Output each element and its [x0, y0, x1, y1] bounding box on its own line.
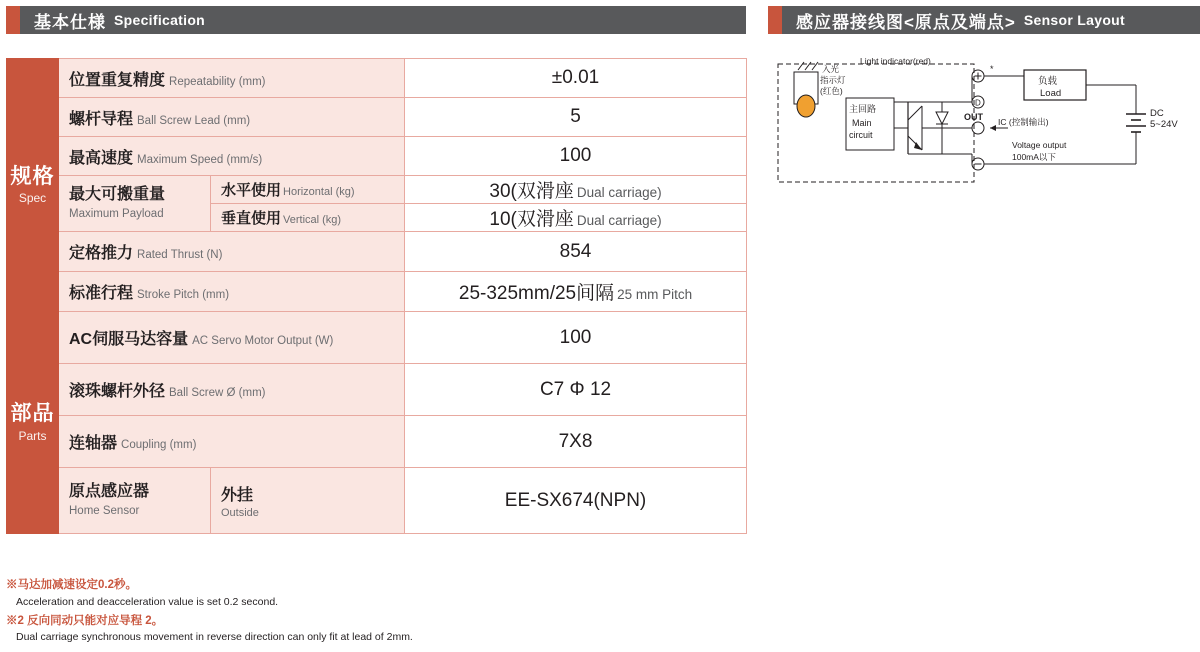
- voltage-output-label-en: Voltage output: [1012, 140, 1067, 150]
- row-sublabel-outside-en: Outside: [221, 507, 259, 519]
- table-row: [7, 98, 747, 137]
- row-label-coupling: [59, 416, 405, 468]
- row-label-maximum-speed-en: Maximum Speed (mm/s): [137, 153, 263, 166]
- sensor-wiring-diagram: [776, 54, 1200, 194]
- row-label-rated-thrust-cn: 定格推力: [69, 245, 134, 262]
- dc-supply-value: 5~24V: [1150, 119, 1178, 130]
- row-label-stroke-pitch: [59, 272, 405, 312]
- ic-arrow-icon: [990, 125, 996, 131]
- row-label-maximum-speed: [59, 137, 405, 176]
- light-ray-icon: [805, 62, 811, 70]
- row-label-ball-screw-lead: [59, 98, 405, 137]
- diode-symbol-icon: [936, 112, 948, 124]
- terminal-star-label: *: [990, 64, 994, 74]
- load-label-en: Load: [1040, 88, 1062, 99]
- load-label-cn: 负载: [1038, 76, 1058, 87]
- out-terminal-label: OUT: [964, 112, 983, 122]
- light-indicator-label-cn1: 入光: [822, 64, 840, 74]
- row-sublabel-vertical-cn: 垂直使用: [221, 210, 282, 227]
- sensor-body-dashed-box: [778, 64, 974, 182]
- row-label-repeatability: [59, 59, 405, 98]
- row-value-payload-vertical-note: Dual carriage): [576, 213, 662, 228]
- group-label-parts-cn: 部品: [10, 402, 55, 426]
- row-label-home-sensor-en: Home Sensor: [69, 505, 140, 518]
- spec-header-accent-bar: [6, 6, 20, 34]
- row-sublabel-horizontal: [211, 176, 405, 204]
- light-ray-icon: [798, 62, 804, 70]
- voltage-output-value: 100mA以下: [1012, 152, 1056, 162]
- row-value-stroke-pitch-main: 25-325mm/25间隔: [458, 283, 615, 304]
- table-row: [7, 364, 747, 416]
- dc-supply-label: DC: [1150, 108, 1164, 119]
- row-label-home-sensor: [59, 468, 211, 534]
- footnote-2-cn: ※2 反向同动只能对应导程 2。: [6, 614, 164, 627]
- row-label-ball-screw-lead-en: Ball Screw Lead (mm): [137, 114, 251, 127]
- ic-control-output-label: IC (控制输出): [998, 117, 1049, 127]
- main-circuit-label-cn: 主回路: [849, 104, 877, 114]
- table-row: [7, 137, 747, 176]
- row-value-repeatability: ±0.01: [405, 59, 747, 98]
- row-label-ac-servo-motor-output: [59, 312, 405, 364]
- group-cell-parts: [7, 312, 59, 534]
- row-value-ball-screw-diameter: C7 Φ 12: [405, 364, 747, 416]
- row-value-coupling: 7X8: [405, 416, 747, 468]
- group-label-spec-cn: 规格: [10, 164, 55, 188]
- row-label-home-sensor-cn: 原点感应器: [69, 483, 150, 501]
- spec-section-header: [6, 6, 746, 34]
- row-sublabel-outside-cn: 外挂: [221, 487, 254, 504]
- footnote-1-en: Acceleration and deacceleration value is set 0.2 second.: [16, 595, 279, 608]
- row-value-payload-vertical-main: 10(双滑座: [489, 209, 574, 230]
- sensor-header-title-en: Sensor Layout: [1023, 12, 1126, 28]
- row-label-repeatability-cn: 位置重复精度: [69, 71, 166, 89]
- light-indicator-label-cn2: 指示灯: [820, 75, 846, 85]
- row-sublabel-outside: [211, 468, 405, 534]
- specification-table: [6, 58, 747, 534]
- row-value-payload-vertical: [405, 204, 747, 232]
- footnotes: [6, 578, 746, 649]
- row-label-rated-thrust: [59, 232, 405, 272]
- row-label-maximum-payload: [59, 176, 211, 232]
- row-label-stroke-pitch-en: Stroke Pitch (mm): [137, 289, 230, 301]
- footnote-1-cn: ※马达加减速设定0.2秒。: [6, 579, 137, 591]
- row-label-maximum-payload-en: Maximum Payload: [69, 208, 164, 221]
- row-sublabel-horizontal-cn: 水平使用: [221, 182, 282, 199]
- sensor-header-title-cn: 感应器接线图<原点及端点>: [796, 12, 1016, 32]
- row-label-ball-screw-diameter-cn: 滚珠螺杆外径: [69, 383, 166, 400]
- row-value-stroke-pitch: [405, 272, 747, 312]
- row-value-ball-screw-lead: 5: [405, 98, 747, 137]
- table-row: [7, 312, 747, 364]
- spec-header-title-en: Specification: [114, 12, 206, 28]
- row-label-ball-screw-lead-cn: 螺杆导程: [69, 110, 134, 128]
- group-label-spec-en: Spec: [18, 191, 47, 206]
- row-value-rated-thrust: 854: [405, 232, 747, 272]
- main-circuit-label-en1: Main: [852, 118, 872, 128]
- sensor-wiring-diagram-svg: [776, 54, 1200, 194]
- row-value-payload-horizontal-main: 30(双滑座: [489, 181, 574, 202]
- spec-header-title-cn: 基本仕様: [34, 12, 106, 32]
- table-row: [7, 272, 747, 312]
- row-value-payload-horizontal-note: Dual carriage): [576, 185, 662, 200]
- row-value-maximum-speed: 100: [405, 137, 747, 176]
- row-value-home-sensor: EE-SX674(NPN): [405, 468, 747, 534]
- row-label-ac-servo-motor-output-en: AC Servo Motor Output (W): [192, 335, 334, 347]
- group-label-parts-en: Parts: [18, 428, 47, 443]
- row-label-maximum-payload-cn: 最大可搬重量: [69, 186, 166, 204]
- table-row: [7, 416, 747, 468]
- row-label-ball-screw-diameter-en: Ball Screw Ø (mm): [169, 387, 266, 399]
- row-label-ac-servo-motor-output-cn: AC伺服马达容量: [69, 331, 189, 348]
- row-sublabel-horizontal-en: Horizontal (kg): [283, 186, 355, 198]
- row-value-stroke-pitch-note: 25 mm Pitch: [617, 287, 693, 302]
- table-row: [7, 176, 747, 204]
- table-row: [7, 468, 747, 534]
- row-sublabel-vertical: [211, 204, 405, 232]
- footnote-2-en: Dual carriage synchronous movement in reverse direction can only fit at lead of 2mm.: [16, 631, 413, 644]
- light-indicator-label-cn3: (红色): [820, 86, 843, 96]
- sensor-section-header: [768, 6, 1200, 34]
- row-label-ball-screw-diameter: [59, 364, 405, 416]
- table-row: [7, 59, 747, 98]
- sensor-header-accent-bar: [768, 6, 782, 34]
- row-label-stroke-pitch-cn: 标准行程: [69, 285, 134, 302]
- row-label-repeatability-en: Repeatability (mm): [169, 75, 266, 88]
- row-label-rated-thrust-en: Rated Thrust (N): [137, 249, 223, 261]
- row-label-coupling-en: Coupling (mm): [121, 439, 197, 451]
- transistor-collector-line: [908, 106, 922, 120]
- light-ray-icon: [812, 62, 818, 70]
- row-sublabel-vertical-en: Vertical (kg): [283, 214, 342, 226]
- row-label-maximum-speed-cn: 最高速度: [69, 149, 134, 167]
- group-cell-spec: [7, 59, 59, 312]
- main-circuit-label-en2: circuit: [849, 130, 873, 140]
- table-row: [7, 232, 747, 272]
- row-label-coupling-cn: 连轴器: [69, 435, 118, 452]
- row-value-payload-horizontal: [405, 176, 747, 204]
- terminal-d-letter: D: [975, 98, 981, 108]
- light-indicator-label-en: Light indicator(red): [860, 56, 931, 66]
- led-lamp-icon: [797, 95, 815, 117]
- row-value-ac-servo-motor-output: 100: [405, 312, 747, 364]
